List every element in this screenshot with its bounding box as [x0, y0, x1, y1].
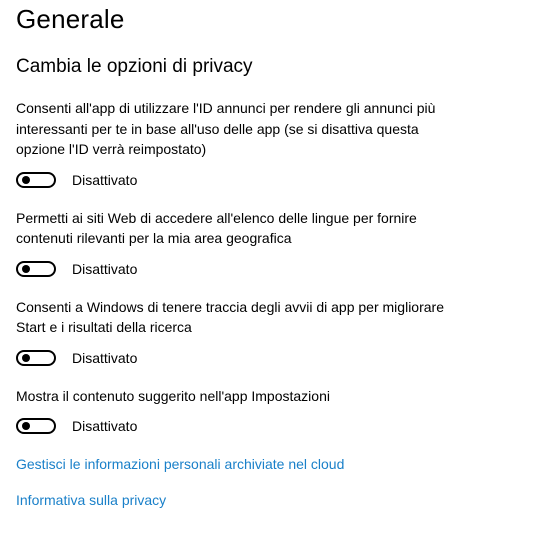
toggle-state-label: Disattivato	[72, 418, 138, 434]
setting-app-launch-tracking	[16, 297, 536, 368]
language-list-toggle[interactable]	[16, 261, 56, 277]
section-title: Cambia le opzioni di privacy	[16, 56, 253, 77]
advertising-id-toggle[interactable]	[16, 172, 56, 188]
toggle-state-label: Disattivato	[72, 260, 138, 277]
settings-page	[16, 0, 536, 508]
toggle-knob	[22, 354, 30, 362]
setting-description: Permetti ai siti Web di accedere all'elenco delle lingue per fornire contenuti rilevanti per la mia area geografica	[16, 209, 417, 246]
toggle-state-label: Disattivato	[72, 349, 138, 366]
toggle-knob	[22, 176, 30, 184]
page-title: Generale	[16, 4, 125, 34]
toggle-row	[16, 170, 536, 190]
cloud-info-link[interactable]: Gestisci le informazioni personali archiviate nel cloud	[16, 456, 345, 472]
app-launch-tracking-toggle[interactable]	[16, 350, 56, 366]
privacy-statement-link[interactable]: Informativa sulla privacy	[16, 492, 167, 508]
setting-description: Consenti all'app di utilizzare l'ID annunci per rendere gli annunci più interessanti per te in base all'uso delle app (se si disattiva questa opzione l'ID verrà reimpostato)	[16, 100, 436, 157]
setting-language-list	[16, 208, 536, 279]
setting-advertising-id	[16, 98, 536, 190]
toggle-row	[16, 348, 536, 368]
toggle-knob	[22, 422, 30, 430]
setting-description: Mostra il contenuto suggerito nell'app Impostazioni	[16, 387, 330, 404]
setting-suggested-content	[16, 386, 536, 437]
toggle-state-label: Disattivato	[72, 171, 138, 188]
suggested-content-toggle[interactable]	[16, 418, 56, 434]
setting-description: Consenti a Windows di tenere traccia degli avvii di app per migliorare Start e i risultati della ricerca	[16, 298, 444, 335]
toggle-row	[16, 259, 536, 279]
toggle-row	[16, 416, 536, 436]
toggle-knob	[22, 265, 30, 273]
